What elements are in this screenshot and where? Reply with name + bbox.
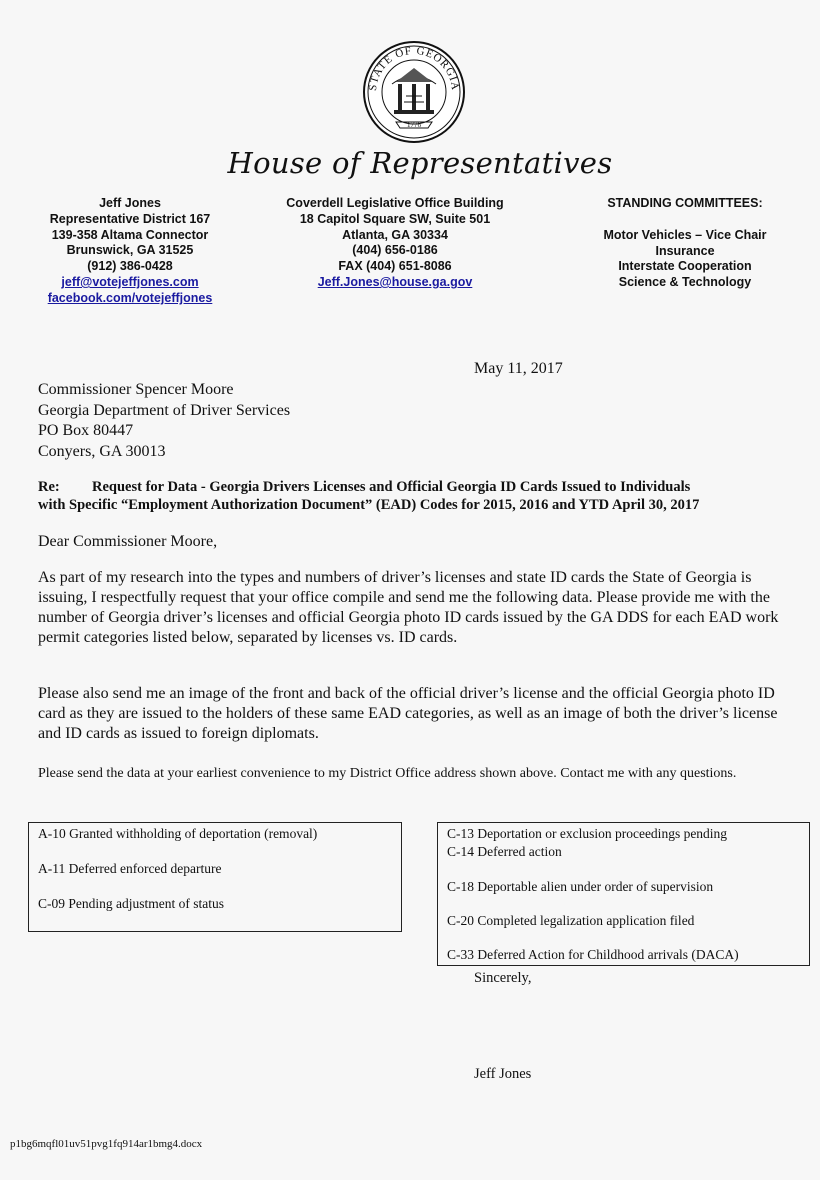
committees-heading: STANDING COMMITTEES:	[607, 196, 763, 210]
office-phone: (404) 656-0186	[352, 243, 438, 258]
committee-item: Insurance	[655, 243, 715, 258]
committee-item: Motor Vehicles – Vice Chair	[603, 227, 767, 242]
svg-text:1776: 1776	[407, 121, 421, 129]
signature-name: Jeff Jones	[474, 1066, 532, 1082]
ead-codes-box-right	[437, 822, 810, 966]
letterhead-capitol-office	[270, 196, 520, 291]
ead-code-item: C-33 Deferred Action for Childhood arrivals (DACA)	[447, 947, 739, 962]
letterhead-district-office	[30, 196, 230, 307]
ead-codes-box-left	[28, 822, 402, 932]
committee-item: Interstate Cooperation	[618, 259, 752, 274]
facebook-link[interactable]: facebook.com/votejeffjones	[47, 290, 213, 305]
subject-text-line-1: Request for Data - Georgia Drivers Licenses and Official Georgia ID Cards Issued to Individuals	[92, 479, 691, 495]
subject-text-line-2: with Specific “Employment Authorization Document” (EAD) Codes for 2015, 2016 and YTD April 30, 2017	[38, 497, 700, 513]
body-paragraph-2: Please also send me an image of the front and back of the official driver’s license and the official Georgia photo ID card as they are issued to the holders of these same EAD categories, as well as an image of both the driver’s license and ID cards as issued to foreign diplomats.	[38, 685, 778, 742]
committee-item: Science & Technology	[618, 275, 752, 290]
body-paragraph-1: As part of my research into the types and numbers of driver’s licenses and state ID cards the State of Georgia is issuing, I respectfully request that your office compile and send me the following data. Please provide me with the number of Georgia driver’s licenses and official Georgia photo ID cards issued by the GA DDS for each EAD work permit categories listed below, separated by licenses vs. ID cards.	[38, 569, 779, 646]
office-fax: FAX (404) 651-8086	[338, 259, 452, 274]
salutation: Dear Commissioner Moore,	[38, 533, 218, 550]
subject-label: Re:	[38, 479, 60, 495]
recipient-line: Commissioner Spencer Moore	[38, 381, 234, 398]
footer-filename: p1bg6mqfl01uv51pvg1fq914ar1bmg4.docx	[10, 1138, 203, 1150]
recipient-line: PO Box 80447	[38, 422, 134, 439]
svg-text:STATE OF GEORGIA: STATE OF GEORGIA	[366, 44, 462, 92]
ead-code-item: C-13 Deportation or exclusion proceedings pending	[447, 826, 728, 841]
state-of-georgia-seal	[362, 40, 466, 144]
letterhead-title: House of Representatives	[227, 146, 613, 180]
house-email-link[interactable]: Jeff.Jones@house.ga.gov	[317, 274, 473, 289]
subject-line	[38, 478, 808, 514]
ead-code-item: A-11 Deferred enforced departure	[38, 861, 222, 876]
district-street: 139-358 Altama Connector	[51, 227, 209, 242]
standing-committees	[580, 196, 790, 291]
body-paragraph-3: Please send the data at your earliest convenience to my District Office address shown above. Contact me with any questions.	[38, 766, 737, 781]
recipient-address	[38, 380, 290, 462]
office-building: Coverdell Legislative Office Building	[286, 196, 504, 210]
closing: Sincerely,	[474, 970, 532, 986]
ead-code-item: C-09 Pending adjustment of status	[38, 896, 224, 911]
representative-name: Jeff Jones	[99, 196, 161, 210]
office-street: 18 Capitol Square SW, Suite 501	[299, 211, 491, 226]
ead-code-item: C-18 Deportable alien under order of supervision	[447, 879, 714, 894]
email-link[interactable]: jeff@votejeffjones.com	[61, 274, 199, 289]
recipient-line: Conyers, GA 30013	[38, 442, 166, 460]
district-city: Brunswick, GA 31525	[66, 243, 194, 258]
ead-code-item: C-20 Completed legalization application filed	[447, 913, 695, 928]
recipient-line: Georgia Department of Driver Services	[38, 401, 291, 419]
letter-date: May 11, 2017	[474, 360, 563, 377]
office-city: Atlanta, GA 30334	[342, 227, 448, 242]
representative-district: Representative District 167	[49, 211, 211, 226]
ead-code-item: C-14 Deferred action	[447, 844, 562, 859]
district-phone: (912) 386-0428	[87, 259, 173, 274]
ead-code-item: A-10 Granted withholding of deportation (removal)	[38, 826, 318, 841]
